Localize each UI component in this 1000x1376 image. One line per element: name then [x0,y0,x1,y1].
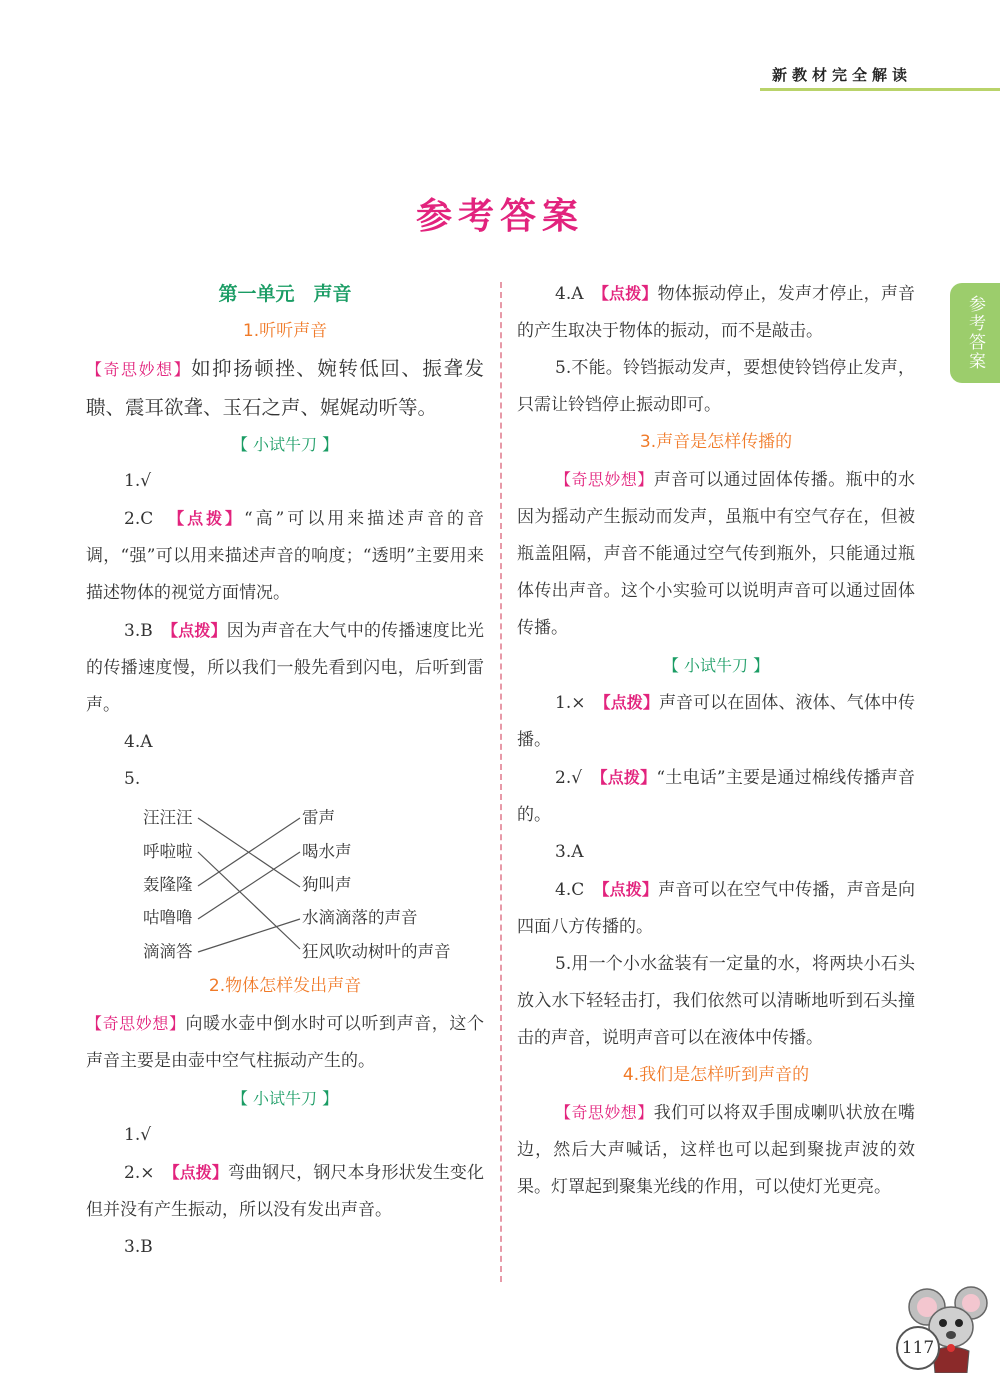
answer-number: 2.√ [555,768,600,788]
answer-item: 5.不能。铃铛振动发声，要想使铃铛停止发声，只需让铃铛停止振动即可。 [517,358,915,415]
match-line [198,852,300,949]
section-title: 2.物体怎样发出声音 [208,976,362,996]
answer-item: 5. [124,769,141,789]
qisi-tag: 【奇思妙想】 [555,1103,654,1122]
section-title: 4.我们是怎样听到声音的 [622,1065,810,1085]
answer-text: 声音可以在固体、液体、气体中传播。 [517,693,915,750]
answer-item [517,275,915,350]
practice-title: 【 小试牛刀 】 [231,435,339,454]
answer-item [86,612,484,724]
answer-text: 我们可以将双手围成喇叭状放在嘴边，然后大声喊话，这样也可以起到聚拢声波的效果。灯罩起到聚集光线的作用，可以使灯光更亮。 [517,1103,915,1197]
answer-item: 3.A [555,842,584,862]
qisi-tag: 【奇思妙想】 [86,1014,186,1033]
answer-text: “土电话”主要是通过棉线传播声音的。 [517,768,915,825]
match-right-item: 雷声 [302,808,335,827]
match-left-item: 轰隆隆 [143,875,193,894]
left-column [86,275,484,1266]
dianbo-tag: 【点拨】 [600,284,658,303]
answer-number: 2.C [124,509,177,529]
qisi-answer [86,350,484,426]
answer-text: 弯曲钢尺，钢尺本身形状发生变化但并没有产生振动，所以没有发出声音。 [86,1163,484,1220]
answer-item [517,871,915,946]
right-column [517,275,915,1206]
dianbo-tag: 【点拨】 [176,509,245,528]
qisi-tag: 【奇思妙想】 [555,470,654,489]
answer-number: 4.A [555,284,601,304]
answer-number: 2.× [124,1163,172,1183]
answer-item: 3.B [124,1237,153,1257]
answer-text: 声音可以在空气中传播，声音是向四面八方传播的。 [517,880,916,937]
match-line [198,919,300,952]
answer-item [517,684,915,759]
section-side-tab: 参考答案 [950,283,1000,383]
match-line [198,852,300,919]
matching-diagram [86,798,484,968]
dianbo-tag: 【点拨】 [601,880,659,899]
answer-text: 物体振动停止，发声才停止，声音的产生取决于物体的振动，而不是敲击。 [517,284,916,341]
answer-item: 5.用一个小水盆装有一定量的水，将两块小石头放入水下轻轻击打，我们依然可以清晰地听到石头撞击的声音，说明声音可以在液体中传播。 [517,954,915,1048]
answer-text: “高”可以用来描述声音的音调，“强”可以用来描述声音的响度；“透明”主要用来描述物体的视觉方面情况。 [86,509,484,603]
answer-item: 4.A [124,732,153,752]
match-left-item: 呼啦啦 [143,842,193,861]
answer-item [517,759,915,834]
match-right-item: 水滴滴落的声音 [302,908,418,927]
dianbo-tag: 【点拨】 [170,621,227,640]
answer-text: 向暖水壶中倒水时可以听到声音，这个声音主要是由壶中空气柱振动产生的。 [86,1014,484,1071]
practice-title: 【 小试牛刀 】 [662,656,770,675]
page-title: 参考答案 [415,196,584,237]
answer-item [86,1154,484,1229]
match-right-item: 狗叫声 [302,875,352,894]
qisi-answer [517,1094,915,1206]
dianbo-tag: 【点拨】 [602,693,659,712]
answer-item: 1.√ [124,1125,152,1145]
qisi-answer [517,461,915,647]
dianbo-tag: 【点拨】 [171,1163,228,1182]
answer-text: 因为声音在大气中的传播速度比光的传播速度慢，所以我们一般先看到闪电，后听到雷声。 [86,621,484,715]
answer-number: 4.C [555,880,602,900]
answer-number: 1.× [555,693,603,713]
answer-text: 如抑扬顿挫、婉转低回、振聋发聩、震耳欲聋、玉石之声、娓娓动听等。 [86,357,484,419]
section-title: 3.声音是怎样传播的 [639,432,793,452]
unit-title: 第一单元 声音 [218,283,352,305]
answer-item [86,500,484,612]
answer-item: 1.√ [124,471,152,491]
book-series-title: 新教材完全解读 [771,66,912,84]
match-left-item: 咕噜噜 [143,908,193,927]
column-divider [500,282,502,1282]
answer-number: 3.B [124,621,171,641]
match-right-item: 喝水声 [302,842,352,861]
answer-text: 声音可以通过固体传播。瓶中的水因为摇动产生振动而发声，虽瓶中有空气存在，但被瓶盖阻隔，声音不能通过空气传到瓶外，只能通过瓶体传出声音。这个小实验可以说明声音可以通过固体传播。 [517,470,915,638]
page-number: 117 [896,1326,940,1370]
header-rule [760,88,1000,91]
match-right-item: 狂风吹动树叶的声音 [302,942,451,961]
match-left-item: 滴滴答 [143,942,193,961]
section-title: 1.听听声音 [242,321,328,341]
dianbo-tag: 【点拨】 [599,768,657,787]
qisi-answer [86,1005,484,1080]
match-left-item: 汪汪汪 [143,808,193,827]
qisi-tag: 【奇思妙想】 [86,360,192,379]
practice-title: 【 小试牛刀 】 [231,1089,339,1108]
